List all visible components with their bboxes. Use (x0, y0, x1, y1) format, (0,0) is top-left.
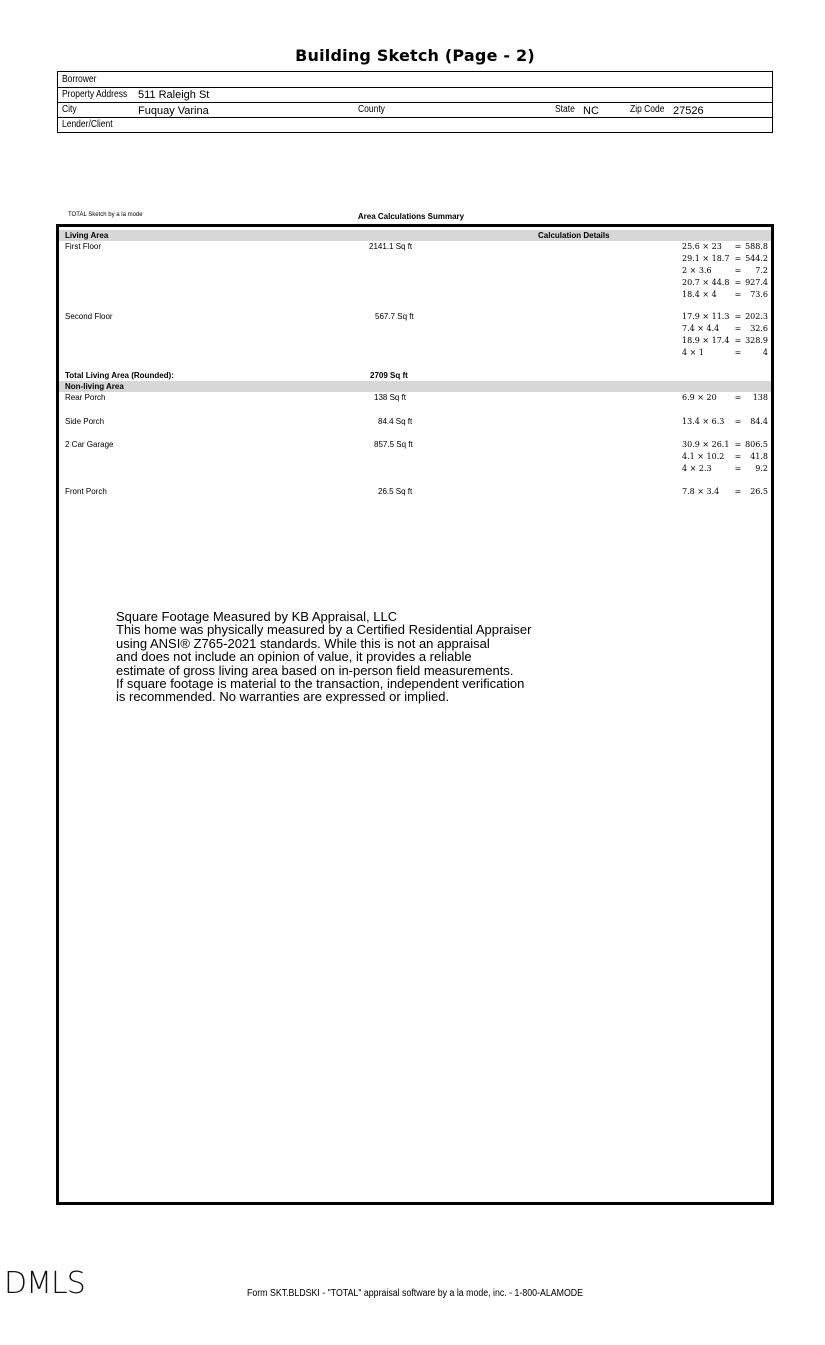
calc-expression: 30.9 × 26.1 (682, 440, 730, 449)
calc-expression: 29.1 × 18.7 (682, 254, 730, 263)
calc-row (682, 393, 768, 402)
calc-result: 588.8 (745, 242, 768, 251)
state-value: NC (583, 105, 599, 117)
lender-label: Lender/Client (62, 119, 113, 130)
area-calculations-box (56, 224, 774, 1205)
lender-row (58, 117, 772, 132)
calc-expression: 18.4 × 4 (682, 290, 717, 299)
calc-row (682, 336, 768, 345)
rear-porch-label: Rear Porch (65, 393, 106, 402)
calc-expression: 13.4 × 6.3 (682, 417, 725, 426)
calc-expression: 2 × 3.6 (682, 266, 712, 275)
equals-sign: = (734, 393, 742, 402)
borrower-label: Borrower (62, 74, 97, 85)
side-porch-area: 84.4 Sq ft (378, 417, 413, 426)
calc-expression: 20.7 × 44.8 (682, 278, 730, 287)
first-floor-area: 2141.1 Sq ft (369, 242, 413, 251)
rear-porch-area: 138 Sq ft (374, 393, 407, 402)
equals-sign: = (734, 278, 742, 287)
living-area-header-bar (59, 230, 771, 241)
summary-title: Area Calculations Summary (357, 212, 465, 221)
zip-value: 27526 (673, 105, 704, 117)
equals-sign: = (734, 290, 742, 299)
calc-row (682, 487, 768, 496)
front-porch-area: 26.5 Sq ft (378, 487, 413, 496)
city-label: City (62, 104, 77, 115)
calc-row (682, 348, 768, 357)
equals-sign: = (734, 254, 742, 263)
calc-result: 7.2 (755, 266, 768, 275)
form-footer: Form SKT.BLDSKI - "TOTAL" appraisal software by a la mode, inc. - 1-800-ALAMODE (246, 1288, 584, 1299)
city-row (58, 102, 772, 118)
calc-row (682, 312, 768, 321)
sketch-brand-text: TOTAL Sketch by a la mode (68, 212, 143, 218)
calc-row (682, 464, 768, 473)
calc-result: 41.8 (750, 452, 768, 461)
calc-expression: 4.1 × 10.2 (682, 452, 725, 461)
calc-expression: 25.6 × 23 (682, 242, 722, 251)
zip-label: Zip Code (630, 104, 665, 115)
equals-sign: = (734, 266, 742, 275)
calc-expression: 17.9 × 11.3 (682, 312, 730, 321)
calc-result: 73.6 (750, 290, 768, 299)
calc-result: 927.4 (745, 278, 768, 287)
calc-result: 26.5 (750, 487, 768, 496)
calc-expression: 7.8 × 3.4 (682, 487, 720, 496)
calc-expression: 4 × 2.3 (682, 464, 712, 473)
equals-sign: = (734, 464, 742, 473)
calc-expression: 7.4 × 4.4 (682, 324, 720, 333)
calc-row (682, 266, 768, 275)
page-title: Building Sketch (Page - 2) (295, 46, 535, 65)
calc-row (682, 452, 768, 461)
calc-row (682, 324, 768, 333)
calc-row (682, 278, 768, 287)
address-row (58, 87, 772, 103)
county-label: County (358, 104, 385, 115)
second-floor-label: Second Floor (65, 312, 113, 321)
calc-result: 328.9 (745, 336, 768, 345)
first-floor-label: First Floor (65, 242, 101, 251)
total-living-area-label: Total Living Area (Rounded): (65, 371, 174, 380)
nonliving-area-heading: Non-living Area (65, 382, 124, 391)
calc-row (682, 254, 768, 263)
dmls-logo: DMLS (4, 1266, 85, 1301)
calculation-details-heading: Calculation Details (538, 231, 610, 240)
equals-sign: = (734, 336, 742, 345)
calc-result: 806.5 (745, 440, 768, 449)
calc-result: 138 (752, 393, 768, 402)
equals-sign: = (734, 348, 742, 357)
calc-result: 202.3 (745, 312, 768, 321)
garage-area: 857.5 Sq ft (374, 440, 413, 449)
side-porch-label: Side Porch (65, 417, 105, 426)
calc-expression: 18.9 × 17.4 (682, 336, 730, 345)
garage-label: 2 Car Garage (65, 440, 114, 449)
property-header-box (57, 71, 773, 133)
calc-row (682, 417, 768, 426)
equals-sign: = (734, 440, 742, 449)
equals-sign: = (734, 324, 742, 333)
equals-sign: = (734, 487, 742, 496)
calc-row (682, 440, 768, 449)
calc-expression: 6.9 × 20 (682, 393, 717, 402)
calc-expression: 4 × 1 (682, 348, 704, 357)
calc-result: 32.6 (750, 324, 768, 333)
equals-sign: = (734, 417, 742, 426)
measurement-disclaimer-note: Square Footage Measured by KB Appraisal, LLC This home was physically measured by a Certified Residential Appraiser using ANSI® Z765-2021 standards. While this is not an appraisal and does not include an opinion of value, it provides a reliable estimate of gross living area based on in-person field measurements. If square footage is material to the transaction, independent verification is recommended. No warranties are expressed or implied. (116, 609, 532, 705)
calc-result: 544.2 (745, 254, 768, 263)
calc-result: 84.4 (750, 417, 768, 426)
living-area-heading: Living Area (65, 231, 109, 240)
calc-result: 4 (762, 348, 768, 357)
calc-row (682, 242, 768, 251)
front-porch-label: Front Porch (65, 487, 107, 496)
equals-sign: = (734, 242, 742, 251)
second-floor-area: 567.7 Sq ft (375, 312, 414, 321)
address-label: Property Address (62, 89, 128, 100)
address-value: 511 Raleigh St (138, 89, 210, 101)
nonliving-area-header-bar (59, 381, 771, 392)
calc-result: 9.2 (755, 464, 768, 473)
city-value: Fuquay Varina (138, 105, 209, 117)
equals-sign: = (734, 312, 742, 321)
equals-sign: = (734, 452, 742, 461)
borrower-row (58, 72, 772, 88)
total-living-area-value: 2709 Sq ft (370, 371, 408, 380)
state-label: State (555, 104, 575, 115)
calc-row (682, 290, 768, 299)
